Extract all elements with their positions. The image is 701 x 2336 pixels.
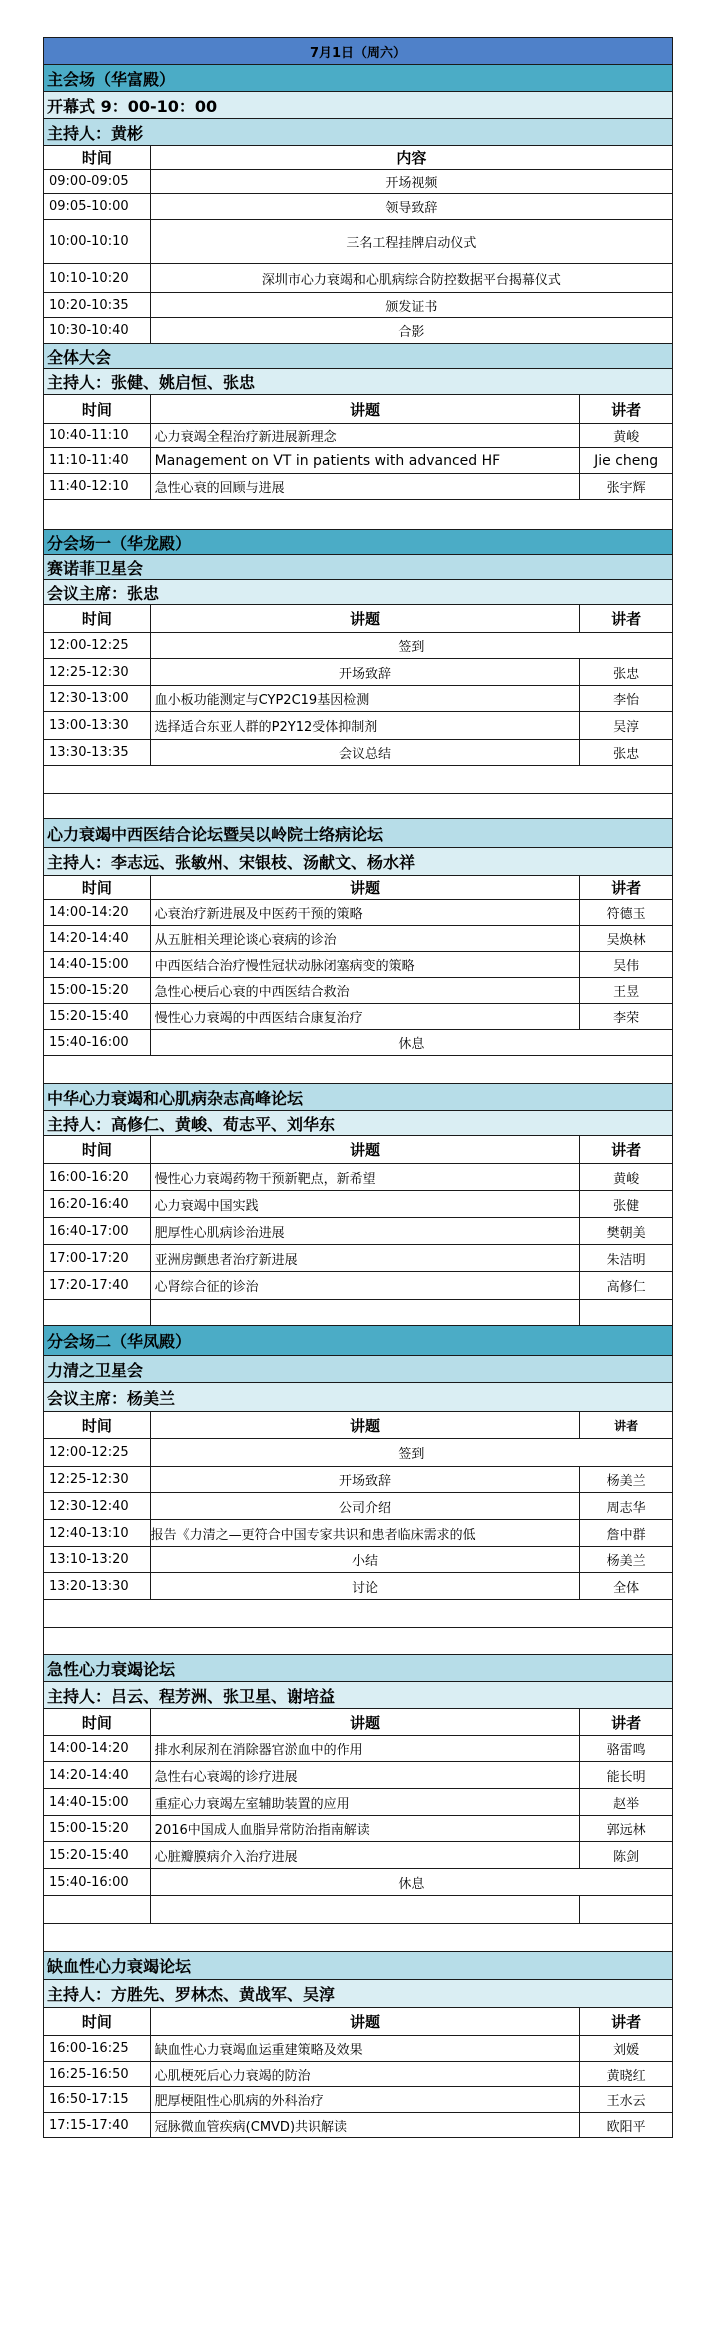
plenary-header-row: [43, 395, 673, 424]
row-topic: 急性心梗后心衰的中西医结合救治: [150, 978, 580, 1003]
liqing-host: 会议主席：杨美兰: [47, 1388, 176, 1408]
row-topic: 亚洲房颤患者治疗新进展: [150, 1245, 580, 1271]
row-topic: 2016中国成人血脂异常防治指南解读: [150, 1816, 580, 1841]
liqing-row: [43, 1356, 673, 1383]
row-speaker: 欧阳平: [579, 2113, 672, 2137]
row-time: 12:30-12:40: [49, 1498, 129, 1514]
row-speaker: 李怡: [579, 686, 672, 711]
header-time: 时间: [81, 879, 112, 897]
spacer-row: [43, 500, 673, 530]
acute-header-row: [43, 1709, 673, 1736]
sanofi-label: 赛诺菲卫星会: [47, 558, 144, 578]
row-speaker: Jie cheng: [579, 448, 672, 473]
row-time: 14:20-14:40: [49, 1767, 129, 1783]
row-topic: 讨论: [150, 1573, 580, 1599]
row-speaker: 张健: [579, 1191, 672, 1217]
table-row: [43, 2087, 673, 2113]
ischemic-header-row: [43, 2008, 673, 2036]
table-row: [43, 293, 673, 318]
table-row: [43, 1573, 673, 1600]
row-topic: 签到: [150, 633, 672, 658]
day-title: 7月1日（周六）: [309, 45, 407, 61]
row-topic: 急性心衰的回顾与进展: [150, 474, 580, 499]
row-topic: 休息: [150, 1030, 672, 1055]
branch2-venue-title: 分会场二（华凤殿）: [47, 1332, 192, 1351]
spacer-row: [43, 1300, 673, 1326]
opening-label: 开幕式 9：00-10：00: [47, 96, 218, 116]
table-row: [43, 2113, 673, 2138]
row-topic: 开场致辞: [150, 1467, 580, 1492]
row-time: 14:40-15:00: [49, 1794, 129, 1810]
tcm-host: 主持人：李志远、张敏州、宋银枝、汤献文、杨水祥: [47, 853, 416, 872]
spacer-row: [43, 1896, 673, 1924]
row-speaker: 周志华: [579, 1493, 672, 1519]
row-time: 13:30-13:35: [49, 745, 129, 760]
row-topic: 心力衰竭全程治疗新进展新理念: [150, 424, 580, 447]
table-row: [43, 740, 673, 766]
row-time: 16:50-17:15: [49, 2092, 129, 2107]
header-time: 时间: [81, 149, 112, 167]
row-speaker: 杨美兰: [579, 1547, 672, 1572]
row-time: 14:00-14:20: [49, 905, 129, 920]
row-topic: 从五脏相关理论谈心衰病的诊治: [150, 926, 580, 951]
row-time: 11:40-12:10: [49, 479, 129, 494]
row-content: 开场视频: [150, 170, 672, 193]
spacer-row: [43, 1600, 673, 1628]
row-content: 合影: [150, 318, 672, 343]
row-time: 17:00-17:20: [49, 1250, 129, 1266]
header-content: 内容: [150, 146, 672, 169]
row-time: 15:20-15:40: [49, 1009, 129, 1024]
row-time: 13:10-13:20: [49, 1552, 129, 1567]
table-row: [43, 1272, 673, 1300]
opening-host-row: [43, 119, 673, 146]
table-row: [43, 1736, 673, 1762]
row-speaker: 符德玉: [579, 900, 672, 925]
table-row: [43, 900, 673, 926]
row-time: 12:25-12:30: [49, 664, 129, 680]
row-topic: 缺血性心力衰竭血运重建策略及效果: [150, 2036, 580, 2061]
tcm-row: [43, 819, 673, 848]
row-time: 16:40-17:00: [49, 1223, 129, 1239]
day-title-row: [43, 37, 673, 65]
table-row: [43, 633, 673, 659]
summit-header-row: [43, 1136, 673, 1164]
row-time: 13:20-13:30: [49, 1578, 129, 1594]
row-speaker: 黄晓红: [579, 2062, 672, 2086]
plenary-host: 主持人：张健、姚启恒、张忠: [47, 373, 256, 392]
header-time: 时间: [81, 2013, 112, 2031]
row-speaker: 能长明: [579, 1762, 672, 1788]
row-topic: 会议总结: [150, 740, 580, 765]
row-time: 17:15-17:40: [49, 2117, 129, 2133]
row-time: 12:00-12:25: [49, 1445, 129, 1460]
liqing-header-row: [43, 1412, 673, 1439]
plenary-row: [43, 344, 673, 369]
row-time: 12:30-13:00: [49, 691, 129, 706]
row-topic: 休息: [150, 1869, 672, 1895]
row-speaker: 刘媛: [579, 2036, 672, 2061]
row-time: 15:00-15:20: [49, 983, 129, 998]
row-content: 深圳市心力衰竭和心肌病综合防控数据平台揭幕仪式: [150, 264, 672, 292]
row-speaker: 黄峻: [579, 424, 672, 447]
header-speaker: 讲者: [579, 2008, 672, 2035]
row-time: 15:40-16:00: [49, 1874, 129, 1890]
table-row: [43, 424, 673, 448]
row-topic: Management on VT in patients with advanced HF: [150, 448, 580, 473]
plenary-host-row: [43, 369, 673, 395]
acute-host-row: [43, 1682, 673, 1709]
ischemic-host-row: [43, 1980, 673, 2008]
row-speaker: 王水云: [579, 2087, 672, 2112]
row-speaker: 黄峻: [579, 1164, 672, 1190]
ischemic-row: [43, 1952, 673, 1980]
row-speaker: 高修仁: [579, 1272, 672, 1299]
row-time: 10:30-10:40: [49, 323, 129, 338]
table-row: [43, 474, 673, 500]
acute-host: 主持人：吕云、程芳洲、张卫星、谢培益: [47, 1686, 336, 1706]
row-topic: 重症心力衰竭左室辅助装置的应用: [150, 1789, 580, 1815]
row-topic: 小结: [150, 1547, 580, 1572]
row-topic: 慢性心力衰竭的中西医结合康复治疗: [150, 1004, 580, 1029]
row-time: 16:00-16:25: [49, 2041, 129, 2056]
row-topic: 心肌梗死后心力衰竭的防治: [150, 2062, 580, 2086]
table-row: [43, 1164, 673, 1191]
row-time: 10:40-11:10: [49, 428, 129, 443]
row-topic: 冠脉微血管疾病(CMVD)共识解读: [150, 2113, 580, 2137]
row-time: 14:20-14:40: [49, 931, 129, 946]
row-time: 10:20-10:35: [49, 297, 129, 313]
table-row: [43, 1869, 673, 1896]
row-topic: 签到: [150, 1439, 672, 1466]
row-speaker: 詹中群: [579, 1520, 672, 1546]
main-venue-title: 主会场（华富殿）: [47, 69, 176, 89]
row-time: 16:25-16:50: [49, 2066, 129, 2082]
table-row: [43, 448, 673, 474]
table-row: [43, 659, 673, 686]
row-speaker: 樊朝美: [579, 1218, 672, 1244]
row-topic: 慢性心力衰竭药物干预新靶点，新希望: [150, 1164, 580, 1190]
spacer-row: [43, 794, 673, 819]
table-row: [43, 1842, 673, 1869]
row-speaker: 赵举: [579, 1789, 672, 1815]
header-speaker: 讲者: [579, 605, 672, 632]
header-speaker: 讲者: [579, 1136, 672, 1163]
table-row: [43, 686, 673, 712]
row-speaker: 张忠: [579, 659, 672, 685]
header-time: 时间: [81, 1141, 112, 1159]
row-time: 12:25-12:30: [49, 1472, 129, 1487]
header-speaker: 讲者: [579, 876, 672, 899]
table-row: [43, 1191, 673, 1218]
summit-row: [43, 1084, 673, 1111]
row-topic: 选择适合东亚人群的P2Y12受体抑制剂: [150, 712, 580, 739]
row-speaker: 王昱: [579, 978, 672, 1003]
ischemic-label: 缺血性心力衰竭论坛: [47, 1957, 192, 1976]
row-time: 12:00-12:25: [49, 638, 129, 653]
header-time: 时间: [81, 1416, 112, 1435]
row-time: 10:10-10:20: [49, 270, 129, 286]
row-topic: 血小板功能测定与CYP2C19基因检测: [150, 686, 580, 711]
row-speaker: 陈剑: [579, 1842, 672, 1868]
row-topic: 公司介绍: [150, 1493, 580, 1519]
row-speaker: 张忠: [579, 740, 672, 765]
row-topic: 心衰治疗新进展及中医药干预的策略: [150, 900, 580, 925]
liqing-host-row: [43, 1383, 673, 1412]
ischemic-host: 主持人：方胜先、罗林杰、黄战军、吴淳: [47, 1985, 336, 2004]
row-speaker: 吴焕林: [579, 926, 672, 951]
header-topic: 讲题: [150, 1709, 580, 1735]
acute-label: 急性心力衰竭论坛: [47, 1659, 176, 1679]
row-speaker: 张宇辉: [579, 474, 672, 499]
header-speaker: 讲者: [579, 1709, 672, 1735]
table-row: [43, 1762, 673, 1789]
row-speaker: 全体: [579, 1573, 672, 1599]
row-time: 15:20-15:40: [49, 1847, 129, 1863]
tcm-header-row: [43, 876, 673, 900]
header-time: 时间: [81, 400, 112, 419]
row-topic: 急性右心衰竭的诊疗进展: [150, 1762, 580, 1788]
table-row: [43, 318, 673, 344]
row-time: 13:00-13:30: [49, 718, 129, 733]
row-content: 领导致辞: [150, 194, 672, 219]
tcm-label: 心力衰竭中西医结合论坛暨吴以岭院士络病论坛: [47, 824, 384, 844]
sanofi-header-row: [43, 605, 673, 633]
table-row: [43, 1520, 673, 1547]
table-row: [43, 1218, 673, 1245]
summit-host: 主持人：高修仁、黄峻、荀志平、刘华东: [47, 1114, 336, 1134]
table-row: [43, 978, 673, 1004]
summit-label: 中华心力衰竭和心肌病杂志高峰论坛: [47, 1088, 304, 1108]
row-speaker: 杨美兰: [579, 1467, 672, 1492]
row-time: 09:05-10:00: [49, 199, 129, 214]
table-row: [43, 220, 673, 264]
header-topic: 讲题: [150, 2008, 580, 2035]
branch2-venue-row: [43, 1326, 673, 1356]
opening-host: 主持人：黄彬: [47, 123, 144, 143]
spacer-row: [43, 766, 673, 794]
row-topic: 心肾综合征的诊治: [150, 1272, 580, 1299]
row-time: 14:00-14:20: [49, 1741, 129, 1756]
row-time: 14:40-15:00: [49, 957, 129, 972]
row-speaker: 吴伟: [579, 952, 672, 977]
row-time: 16:00-16:20: [49, 1169, 129, 1185]
table-row: [43, 712, 673, 740]
branch1-venue-title: 分会场一（华龙殿）: [47, 533, 192, 553]
table-row: [43, 194, 673, 220]
main-venue-row: [43, 65, 673, 92]
row-time: 15:40-16:00: [49, 1035, 129, 1050]
liqing-label: 力清之卫星会: [47, 1360, 144, 1380]
row-topic: 报告《力清之—更符合中国专家共识和患者临床需求的低: [150, 1520, 580, 1546]
table-row: [43, 1004, 673, 1030]
header-topic: 讲题: [150, 395, 580, 423]
row-time: 12:40-13:10: [49, 1525, 129, 1541]
header-topic: 讲题: [150, 876, 580, 899]
spacer-row: [43, 1924, 673, 1952]
header-time: 时间: [81, 610, 112, 628]
row-time: 17:20-17:40: [49, 1278, 129, 1293]
spacer-row: [43, 1628, 673, 1655]
sanofi-host-row: [43, 580, 673, 605]
row-topic: 肥厚梗阻性心肌病的外科治疗: [150, 2087, 580, 2112]
row-topic: 心力衰竭中国实践: [150, 1191, 580, 1217]
table-row: [43, 1439, 673, 1467]
table-row: [43, 1547, 673, 1573]
table-row: [43, 952, 673, 978]
row-time: 16:20-16:40: [49, 1196, 129, 1212]
opening-row: [43, 92, 673, 119]
table-row: [43, 1816, 673, 1842]
row-time: 11:10-11:40: [49, 453, 129, 468]
row-time: 15:00-15:20: [49, 1821, 129, 1836]
table-row: [43, 1030, 673, 1056]
row-speaker: 骆雷鸣: [579, 1736, 672, 1761]
header-topic: 讲题: [150, 605, 580, 632]
row-speaker: 吴淳: [579, 712, 672, 739]
sanofi-host: 会议主席：张忠: [47, 583, 160, 603]
plenary-label: 全体大会: [47, 347, 112, 367]
row-topic: 开场致辞: [150, 659, 580, 685]
row-content: 颁发证书: [150, 293, 672, 317]
row-time: 10:00-10:10: [49, 234, 129, 249]
row-time: 09:00-09:05: [49, 174, 129, 189]
sanofi-row: [43, 555, 673, 580]
opening-header-row: [43, 146, 673, 170]
spacer-row: [43, 1056, 673, 1084]
row-speaker: 郭远林: [579, 1816, 672, 1841]
row-speaker: 朱洁明: [579, 1245, 672, 1271]
header-topic: 讲题: [150, 1136, 580, 1163]
summit-host-row: [43, 1111, 673, 1136]
table-row: [43, 264, 673, 293]
acute-row: [43, 1655, 673, 1682]
header-speaker: 讲者: [579, 1412, 672, 1438]
table-row: [43, 1789, 673, 1816]
branch1-venue-row: [43, 530, 673, 555]
table-row: [43, 1245, 673, 1272]
table-row: [43, 170, 673, 194]
row-speaker: 李荣: [579, 1004, 672, 1029]
row-topic: 心脏瓣膜病介入治疗进展: [150, 1842, 580, 1868]
header-topic: 讲题: [150, 1412, 580, 1438]
table-row: [43, 926, 673, 952]
header-speaker: 讲者: [579, 395, 672, 423]
table-row: [43, 1493, 673, 1520]
table-row: [43, 1467, 673, 1493]
header-time: 时间: [81, 1713, 112, 1732]
row-topic: 排水利尿剂在消除器官淤血中的作用: [150, 1736, 580, 1761]
tcm-host-row: [43, 848, 673, 876]
table-row: [43, 2062, 673, 2087]
table-row: [43, 2036, 673, 2062]
row-topic: 肥厚性心肌病诊治进展: [150, 1218, 580, 1244]
row-content: 三名工程挂牌启动仪式: [150, 220, 672, 263]
row-topic: 中西医结合治疗慢性冠状动脉闭塞病变的策略: [150, 952, 580, 977]
